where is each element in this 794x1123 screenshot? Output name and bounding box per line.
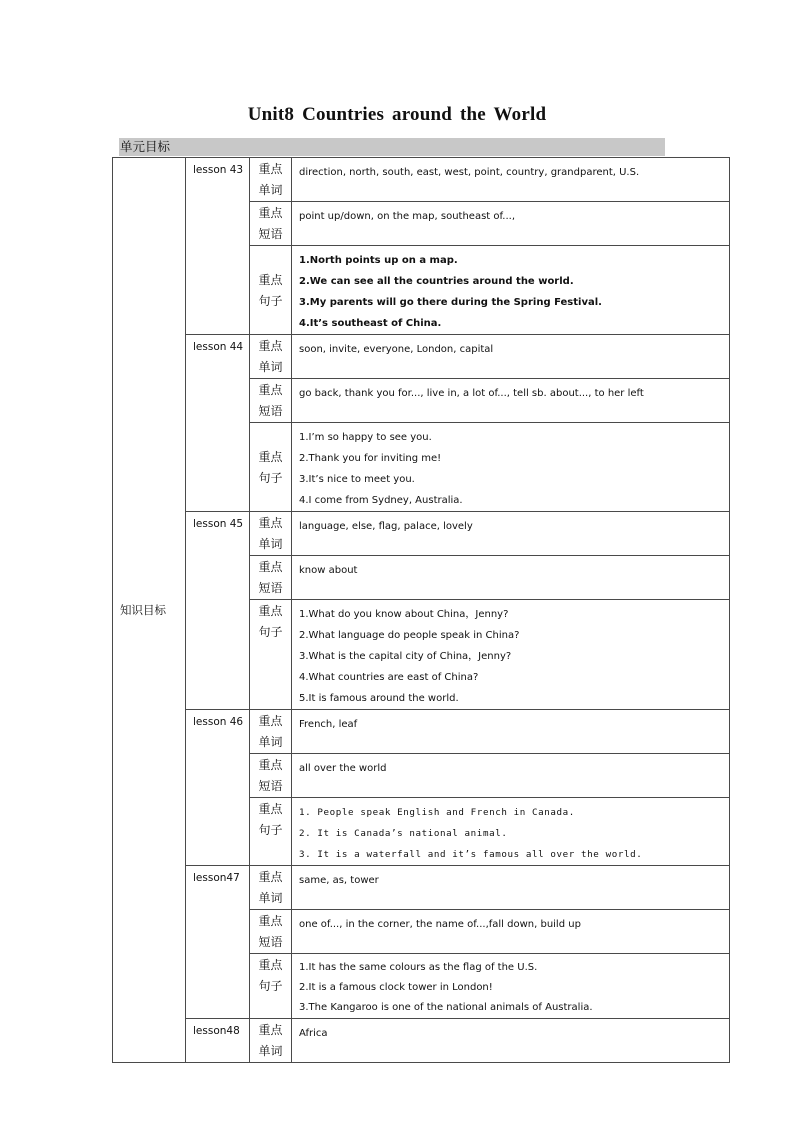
phrases-cell: go back, thank you for..., live in, a lot of..., tell sb. about..., to her left	[292, 379, 730, 423]
type-words: 重点 单词	[250, 866, 292, 910]
words-cell: same, as, tower	[292, 866, 730, 910]
table-row	[113, 866, 730, 910]
type-words: 重点 单词	[250, 335, 292, 379]
type-sentences: 重点 句子	[250, 798, 292, 866]
table-row	[113, 710, 730, 754]
words-cell: language, else, flag, palace, lovely	[292, 512, 730, 556]
type-words: 重点 单词	[250, 158, 292, 202]
phrases-cell: know about	[292, 556, 730, 600]
sentence-line: 3.The Kangaroo is one of the national animals of Australia.	[299, 1002, 593, 1013]
table-row	[113, 1019, 730, 1063]
type-words: 重点 单词	[250, 512, 292, 556]
type-phrases: 重点 短语	[250, 202, 292, 246]
sentence-line: 5.It is famous around the world.	[299, 693, 459, 704]
lesson-name: lesson 44	[186, 335, 250, 512]
phrases-cell: all over the world	[292, 754, 730, 798]
page-title: Unit8 Countries around the World	[247, 104, 547, 125]
sentences-cell	[292, 246, 730, 335]
words-cell: soon, invite, everyone, London, capital	[292, 335, 730, 379]
type-phrases: 重点 短语	[250, 910, 292, 954]
table-row	[113, 158, 730, 202]
sentences-cell	[292, 423, 730, 512]
sentence-line: 3.My parents will go there during the Spring Festival.	[299, 297, 602, 308]
sentence-line: 1.It has the same colours as the flag of the U.S.	[299, 962, 538, 973]
section-header: 单元目标	[119, 138, 665, 156]
lesson-name: lesson47	[186, 866, 250, 1019]
sentences-cell	[292, 798, 730, 866]
sentence-line: 4.It’s southeast of China.	[299, 318, 442, 329]
sentences-cell	[292, 954, 730, 1019]
phrases-cell: one of..., in the corner, the name of...,fall down, build up	[292, 910, 730, 954]
lesson-name: lesson 45	[186, 512, 250, 710]
sentence-line: 1. People speak English and French in Canada.	[299, 807, 575, 818]
sentence-line: 1.I’m so happy to see you.	[299, 432, 432, 443]
sentence-line: 4.I come from Sydney, Australia.	[299, 495, 463, 506]
type-phrases: 重点 短语	[250, 556, 292, 600]
words-cell: French, leaf	[292, 710, 730, 754]
sentence-line: 1.What do you know about China，Jenny?	[299, 609, 509, 620]
words-cell: direction, north, south, east, west, point, country, grandparent, U.S.	[292, 158, 730, 202]
type-sentences: 重点 句子	[250, 423, 292, 512]
sentence-line: 2.What language do people speak in China?	[299, 630, 520, 641]
type-sentences: 重点 句子	[250, 246, 292, 335]
sentence-line: 2.We can see all the countries around the world.	[299, 276, 574, 287]
lesson-name: lesson 46	[186, 710, 250, 866]
type-sentences: 重点 句子	[250, 954, 292, 1019]
sentence-line: 1.North points up on a map.	[299, 255, 458, 266]
sentence-line: 3.It’s nice to meet you.	[299, 474, 415, 485]
sentence-line: 2. It is Canada’s national animal.	[299, 828, 508, 839]
words-cell: Africa	[292, 1019, 730, 1063]
sentence-line: 3. It is a waterfall and it’s famous all over the world.	[299, 849, 643, 860]
table-row	[113, 335, 730, 379]
lesson-name: lesson48	[186, 1019, 250, 1063]
type-words: 重点 单词	[250, 1019, 292, 1063]
sentence-line: 3.What is the capital city of China，Jenny?	[299, 651, 512, 662]
category-cell: 知识目标	[113, 158, 186, 1063]
sentences-cell	[292, 600, 730, 710]
phrases-cell: point up/down, on the map, southeast of...,	[292, 202, 730, 246]
type-words: 重点 单词	[250, 710, 292, 754]
objectives-table	[112, 157, 730, 1063]
table-row	[113, 512, 730, 556]
sentence-line: 2.Thank you for inviting me!	[299, 453, 442, 464]
type-phrases: 重点 短语	[250, 754, 292, 798]
type-sentences: 重点 句子	[250, 600, 292, 710]
lesson-name: lesson 43	[186, 158, 250, 335]
sentence-line: 4.What countries are east of China?	[299, 672, 479, 683]
type-phrases: 重点 短语	[250, 379, 292, 423]
sentence-line: 2.It is a famous clock tower in London!	[299, 982, 493, 993]
